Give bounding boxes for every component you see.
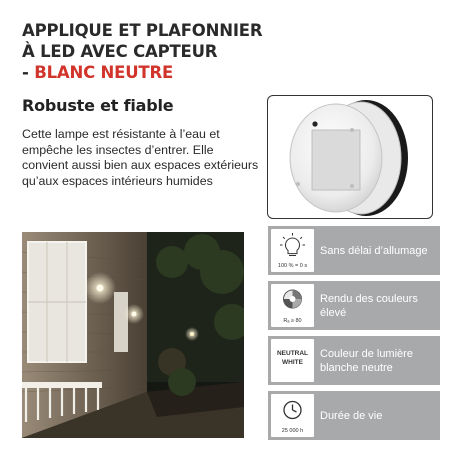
title-accent: BLANC NEUTRE (34, 63, 174, 82)
title-dash: - (22, 63, 35, 82)
badge-line-1: NEUTRAL (276, 350, 309, 357)
feature-icon-box (271, 394, 314, 437)
title-line-1: APPLIQUE ET PLAFONNIER (22, 21, 263, 40)
subtitle: Robuste et fiable (22, 96, 174, 115)
title-line-2: À LED AVEC CAPTEUR (22, 42, 218, 61)
lamp-screw (350, 128, 354, 132)
feature-neutral-white (268, 336, 440, 385)
feature-label: Rendu des couleurs élevé (320, 292, 418, 319)
feature-lifetime (268, 391, 440, 440)
lamp-center-plate (312, 130, 360, 190)
badge-line-2: WHITE (282, 359, 303, 366)
feature-label: Durée de vie (320, 409, 383, 422)
product-title (22, 20, 282, 83)
icon-caption: Rₐ ≥ 80 (283, 318, 302, 324)
feature-icon-box (271, 229, 314, 272)
feature-label: Couleur de lumière blanche neutre (320, 347, 413, 374)
icon-caption: 100 % = 0 s (277, 263, 308, 269)
feature-color-rendering (268, 281, 440, 330)
neutral-white-icon (271, 339, 314, 382)
feature-icon-box (271, 284, 314, 327)
description: Cette lampe est résistante à l’eau et empêche les insectes d’entrer. Elle convient aussi bien aux espaces extérieurs qu’aux espaces intérieurs humides (22, 127, 259, 188)
neutral-white-badge (271, 349, 314, 367)
product-image (267, 95, 433, 219)
lamp-screw (350, 184, 354, 188)
title-line-3 (22, 62, 282, 83)
house-night-illustration (22, 232, 244, 438)
lamp-sensor (312, 121, 317, 126)
exterior-photo (22, 232, 244, 438)
lamp-illustration (268, 96, 432, 218)
icon-caption: 25 000 h (281, 428, 304, 434)
feature-label: Sans délai d’allumage (320, 244, 428, 257)
feature-instant-on (268, 226, 440, 275)
lamp-screw (296, 182, 300, 186)
